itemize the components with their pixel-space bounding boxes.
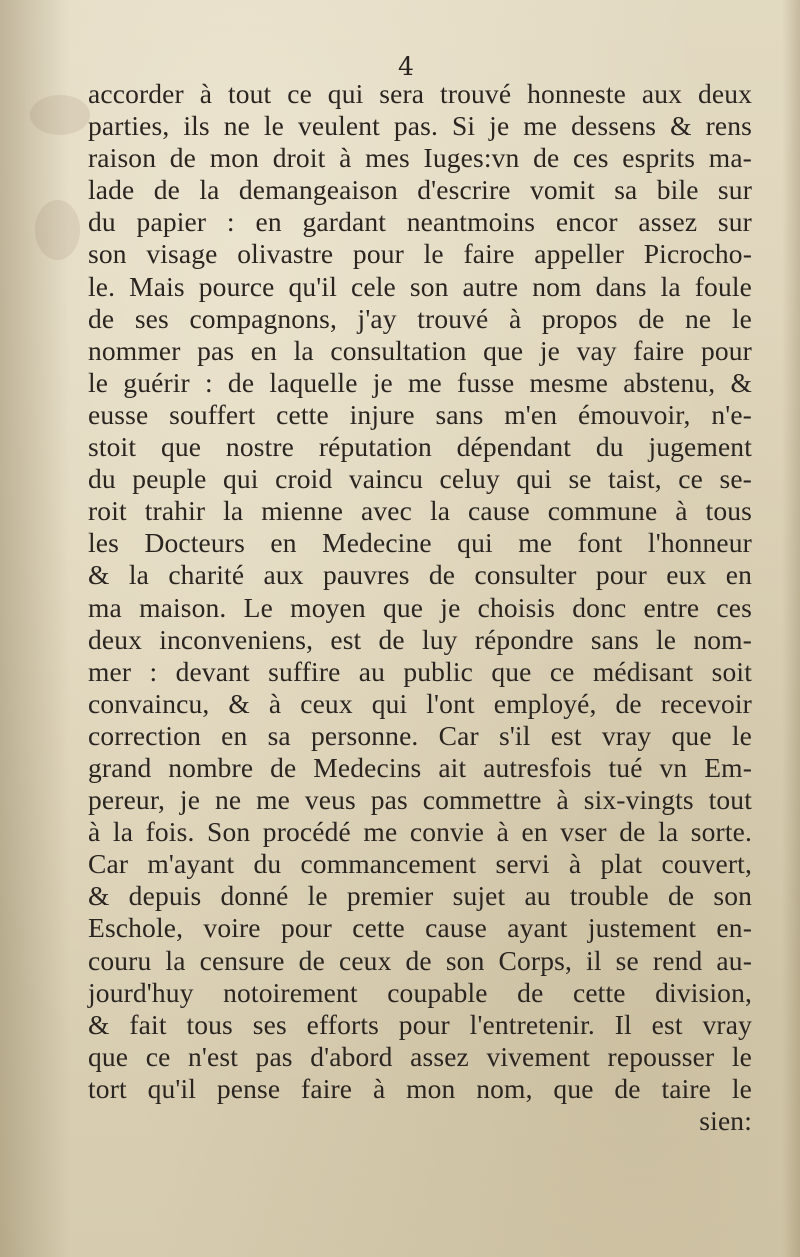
text-line: eusse souffert cette injure sans m'en émouvoir, n'e- (88, 398, 752, 430)
text-line: pereur, je ne me veus pas commettre à six-vingts tout (88, 784, 752, 816)
text-line: & la charité aux pauvres de consulter pour eux en (88, 559, 752, 591)
text-line: accorder à tout ce qui sera trouvé honneste aux deux (88, 78, 752, 109)
text-line: Eschole, voire pour cette cause ayant justement en- (88, 912, 752, 944)
text-line: ma maison. Le moyen que je choisis donc entre ces (88, 591, 752, 623)
text-line: grand nombre de Medecins ait autresfois tué vn Em- (88, 751, 752, 783)
text-line: Car m'ayant du commancement servi à plat couvert, (88, 848, 752, 880)
ink-smudge (30, 95, 90, 135)
page-number: 4 (398, 52, 414, 81)
text-line: lade de la demangeaison d'escrire vomit sa bile sur (88, 174, 752, 206)
text-line: le. Mais pource qu'il cele son autre nom dans la foule (88, 270, 752, 302)
text-line-catchword: sien: (699, 1105, 752, 1136)
ink-smudge (35, 200, 80, 260)
text-line: roit trahir la mienne avec la cause commune à tous (88, 495, 752, 527)
text-line: deux inconveniens, est de luy répondre sans le nom- (88, 623, 752, 655)
text-line: correction en sa personne. Car s'il est vray que le (88, 719, 752, 751)
text-line: que ce n'est pas d'abord assez vivement repousser le (88, 1040, 752, 1072)
text-line: tort qu'il pense faire à mon nom, que de taire le (88, 1072, 752, 1104)
text-line: le guérir : de laquelle je me fusse mesme abstenu, & (88, 366, 752, 398)
body-text (88, 78, 768, 1137)
text-line: couru la censure de ceux de son Corps, il se rend au- (88, 944, 752, 976)
text-line: son visage olivastre pour le faire appeller Picrocho- (88, 238, 752, 270)
text-line: & fait tous ses efforts pour l'entretenir. Il est vray (88, 1008, 752, 1040)
text-line: du papier : en gardant neantmoins encor assez sur (88, 206, 752, 238)
text-line: convaincu, & à ceux qui l'ont employé, de recevoir (88, 687, 752, 719)
text-line: stoit que nostre réputation dépendant du jugement (88, 431, 752, 463)
text-line: jourd'huy notoirement coupable de cette division, (88, 976, 752, 1008)
page-edge-shadow (782, 0, 800, 1257)
text-line: les Docteurs en Medecine qui me font l'honneur (88, 527, 752, 559)
text-line: & depuis donné le premier sujet au trouble de son (88, 880, 752, 912)
text-line: du peuple qui croid vaincu celuy qui se taist, ce se- (88, 463, 752, 495)
spine-shadow (0, 0, 70, 1257)
text-line: à la fois. Son procédé me convie à en vser de la sorte. (88, 816, 752, 848)
text-line: parties, ils ne le veulent pas. Si je me dessens & rens (88, 110, 752, 142)
text-line: nommer pas en la consultation que je vay faire pour (88, 334, 752, 366)
text-line: mer : devant suffire au public que ce médisant soit (88, 655, 752, 687)
text-line: raison de mon droit à mes Iuges:vn de ces esprits ma- (88, 142, 752, 174)
text-line: de ses compagnons, j'ay trouvé à propos de ne le (88, 302, 752, 334)
